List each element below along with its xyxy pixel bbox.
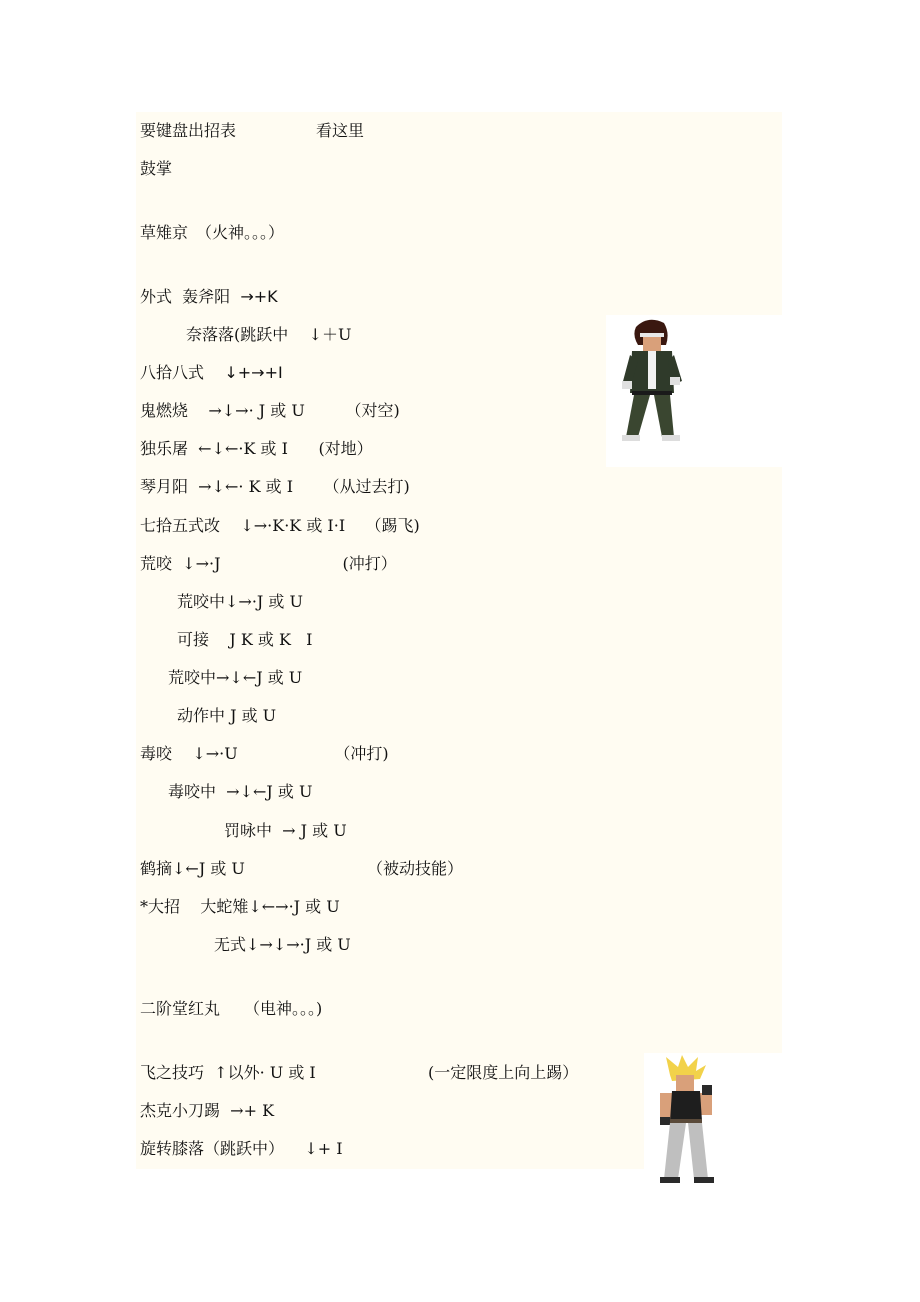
move-line: 七拾五式改 ↓→·K·K 或 I·I （踢飞) (140, 516, 420, 535)
move-line: 毒咬中 →↓←J 或 U (168, 782, 313, 801)
move-line: 鹤摘↓←J 或 U （被动技能） (140, 859, 463, 878)
header-right: 看这里 (316, 121, 365, 140)
header-left: 要键盘出招表 (140, 121, 237, 140)
move-line: 可接 J K 或 K I (177, 630, 313, 649)
move-line: *大招 大蛇雉↓←→·J 或 U (140, 897, 340, 916)
move-line: 奈落落(跳跃中 ↓＋U (186, 325, 352, 344)
character-name: 草雉京 （火神。。。） (140, 223, 285, 242)
move-line: 琴月阳 →↓←· K 或 I （从过去打) (140, 477, 410, 496)
text-highlight-block (136, 112, 782, 315)
move-line: 外式 轰斧阳 →+K (140, 287, 278, 306)
move-line: 荒咬 ↓→·J (冲打） (140, 554, 397, 573)
move-line: 动作中 J 或 U (177, 706, 277, 725)
move-line: 荒咬中↓→·J 或 U (177, 592, 303, 611)
move-line: 八拾八式 ↓+→+I (140, 363, 283, 382)
benimaru-sprite-image (646, 1055, 726, 1195)
move-line: 独乐屠 ←↓←·K 或 I (对地） (140, 439, 373, 458)
move-line: 鬼燃烧 →↓→· J 或 U （对空) (140, 401, 400, 420)
move-line: 罚咏中 → J 或 U (224, 821, 347, 840)
move-line: 旋转膝落（跳跃中） ↓+ I (140, 1139, 343, 1158)
character-name: 二阶堂红丸 （电神。。。) (140, 999, 323, 1018)
subheader: 鼓掌 (140, 159, 173, 178)
kyo-sprite-image (608, 315, 698, 465)
move-line: 无式↓→↓→·J 或 U (214, 935, 351, 954)
move-note: (一定限度上向上踢） (428, 1063, 579, 1082)
move-line: 杰克小刀踢 →+ K (140, 1101, 275, 1120)
move-line: 飞之技巧 ↑以外· U 或 I (140, 1063, 316, 1082)
move-line: 毒咬 ↓→·U （冲打) (140, 744, 389, 763)
move-line: 荒咬中→↓←J 或 U (168, 668, 303, 687)
